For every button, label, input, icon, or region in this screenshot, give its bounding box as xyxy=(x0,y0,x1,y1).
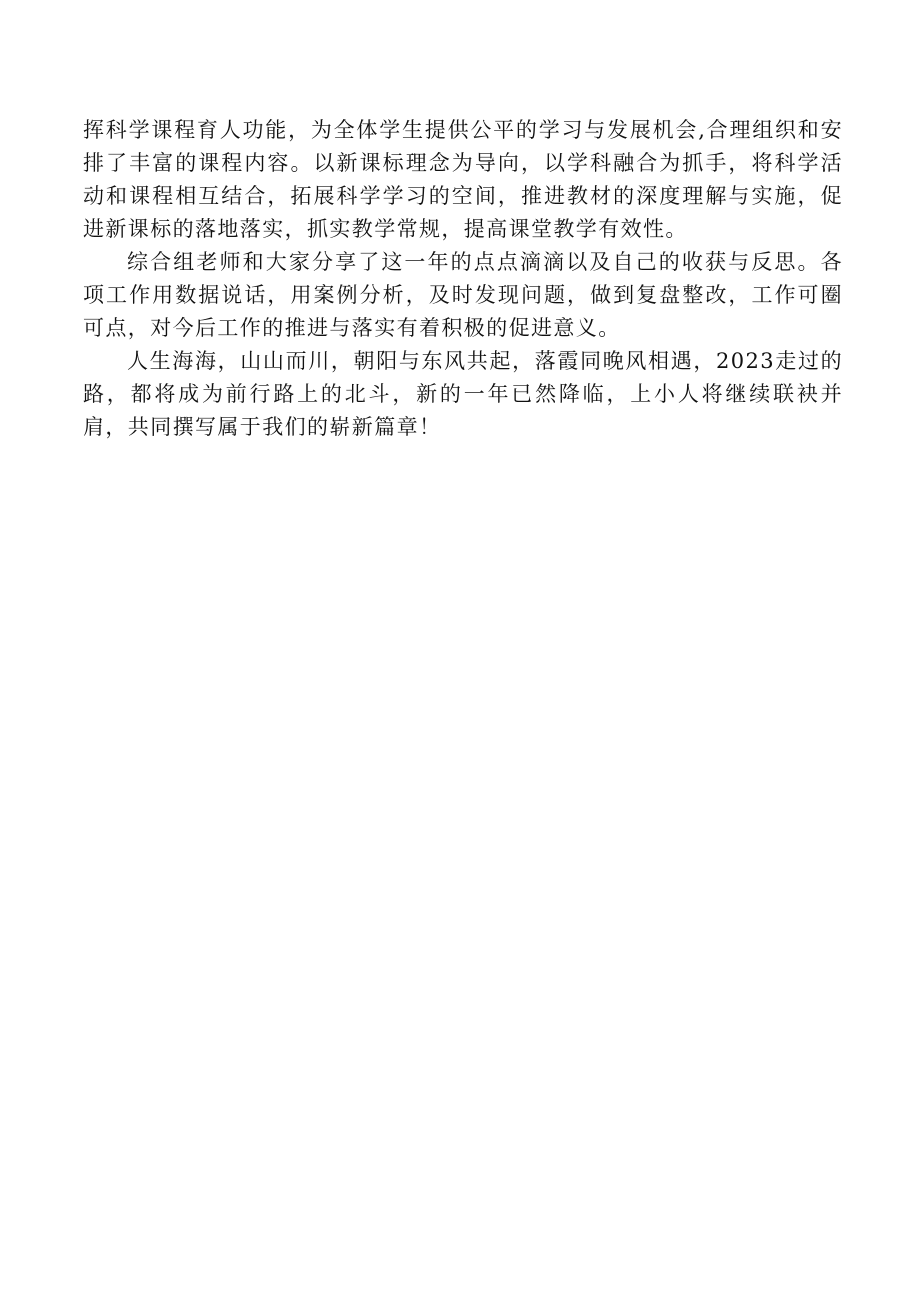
paragraph-3: 人生海海，山山而川，朝阳与东风共起，落霞同晚风相遇，2023走过的路，都将成为前行路上的北斗，新的一年已然降临，上小人将继续联袂并肩，共同撰写属于我们的崭新篇章！ xyxy=(83,349,843,439)
paragraph-2: 综合组老师和大家分享了这一年的点点滴滴以及自己的收获与反思。各项工作用数据说话，用案例分析，及时发现问题，做到复盘整改，工作可圈可点，对今后工作的推进与落实有着积极的促进意义。 xyxy=(83,250,843,340)
document-body xyxy=(83,114,843,444)
paragraph-1: 挥科学课程育人功能，为全体学生提供公平的学习与发展机会,合理组织和安排了丰富的课程内容。以新课标理念为导向，以学科融合为抓手，将科学活动和课程相互结合，拓展科学学习的空间，推进教材的深度理解与实施，促进新课标的落地落实，抓实教学常规，提高课堂教学有效性。 xyxy=(83,118,843,241)
